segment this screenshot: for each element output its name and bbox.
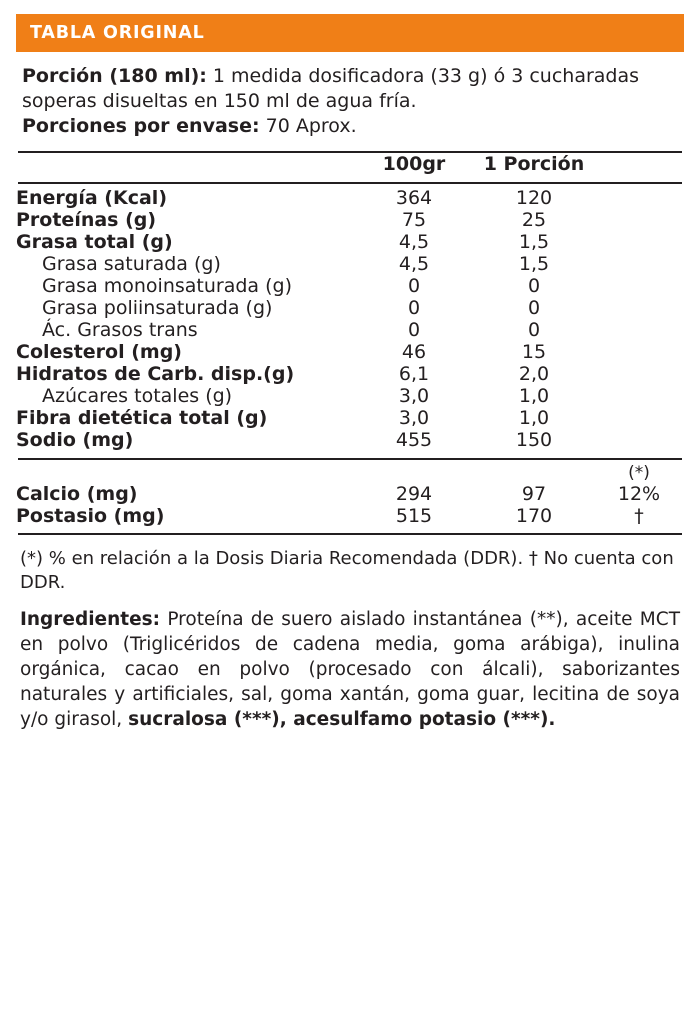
table-row bbox=[16, 429, 684, 451]
nutrient-per-portion: 1,5 bbox=[518, 253, 550, 276]
nutrient-per-portion: 25 bbox=[521, 209, 547, 232]
nutrient-ddr bbox=[594, 187, 684, 209]
ddr-asterisk-header: (*) bbox=[628, 463, 650, 484]
ddr-header-spacer-100 bbox=[354, 463, 474, 483]
column-header-per-portion: 1 Porción bbox=[483, 153, 585, 176]
table-row bbox=[16, 297, 684, 319]
nutrient-name: Grasa monoinsaturada (g) bbox=[42, 275, 292, 298]
portion-label: Porción (180 ml): bbox=[22, 65, 207, 87]
nutrient-per-100g: 4,5 bbox=[398, 231, 430, 254]
column-header-per-100g: 100gr bbox=[382, 153, 446, 176]
header-divider-row bbox=[16, 175, 684, 187]
nutrition-table-body bbox=[16, 175, 684, 527]
nutrient-name: Grasa poliinsaturada (g) bbox=[42, 297, 273, 320]
nutrient-name: Energía (Kcal) bbox=[16, 187, 167, 210]
nutrient-name: Grasa total (g) bbox=[16, 231, 173, 254]
nutrient-name: Azúcares totales (g) bbox=[42, 385, 233, 408]
table-row bbox=[16, 253, 684, 275]
nutrient-per-100g: 3,0 bbox=[398, 385, 430, 408]
nutrient-per-100g: 46 bbox=[401, 341, 427, 364]
ddr-header-spacer-portion bbox=[474, 463, 594, 483]
nutrient-per-100g: 0 bbox=[407, 297, 421, 320]
nutrient-per-100g: 515 bbox=[395, 505, 433, 528]
table-row bbox=[16, 483, 684, 505]
nutrient-per-portion: 1,0 bbox=[518, 407, 550, 430]
divider-header bbox=[18, 182, 682, 184]
nutrient-name: Ác. Grasos trans bbox=[42, 319, 198, 342]
table-row bbox=[16, 231, 684, 253]
column-header-ddr bbox=[594, 153, 684, 175]
ddr-footnote: (*) % en relación a la Dosis Diaria Recomendada (DDR). † No cuenta con DDR. bbox=[20, 548, 674, 593]
nutrient-per-100g: 6,1 bbox=[398, 363, 430, 386]
portion-value: 1 medida dosificadora (33 g) ó 3 cucharadas soperas disueltas en 150 ml de agua fría. bbox=[22, 65, 640, 113]
table-row bbox=[16, 209, 684, 231]
ingredients-block bbox=[16, 594, 684, 733]
nutrient-ddr bbox=[594, 429, 684, 451]
ingredients-label: Ingredientes: bbox=[20, 609, 161, 631]
column-header-nutrient bbox=[16, 153, 354, 175]
nutrient-ddr bbox=[594, 341, 684, 363]
page-title: TABLA ORIGINAL bbox=[30, 23, 205, 43]
nutrition-table-head bbox=[16, 153, 684, 175]
nutrient-per-portion: 15 bbox=[521, 341, 547, 364]
table-row bbox=[16, 275, 684, 297]
nutrient-ddr bbox=[594, 407, 684, 429]
table-row bbox=[16, 187, 684, 209]
table-header-row bbox=[16, 153, 684, 175]
per-container-line bbox=[22, 114, 678, 139]
nutrient-per-portion: 0 bbox=[527, 297, 541, 320]
nutrient-per-100g: 294 bbox=[395, 483, 433, 506]
nutrient-name: Sodio (mg) bbox=[16, 429, 134, 452]
nutrient-ddr: 12% bbox=[617, 483, 661, 506]
nutrient-name: Postasio (mg) bbox=[16, 505, 165, 528]
nutrient-per-100g: 455 bbox=[395, 429, 433, 452]
nutrient-name: Hidratos de Carb. disp.(g) bbox=[16, 363, 295, 386]
minerals-divider-row bbox=[16, 451, 684, 463]
table-row bbox=[16, 505, 684, 527]
minerals-divider-cell bbox=[16, 451, 684, 463]
nutrient-ddr bbox=[594, 253, 684, 275]
per-container-value: 70 Aprox. bbox=[265, 115, 357, 138]
nutrient-ddr bbox=[594, 275, 684, 297]
nutrient-per-100g: 4,5 bbox=[398, 253, 430, 276]
nutrient-name: Proteínas (g) bbox=[16, 209, 157, 232]
table-row bbox=[16, 385, 684, 407]
nutrient-ddr bbox=[594, 319, 684, 341]
nutrient-per-portion: 170 bbox=[515, 505, 553, 528]
nutrient-ddr bbox=[594, 209, 684, 231]
per-container-label: Porciones por envase: bbox=[22, 115, 260, 138]
nutrient-ddr bbox=[594, 231, 684, 253]
nutrient-per-portion: 150 bbox=[515, 429, 553, 452]
ddr-header-spacer bbox=[16, 463, 354, 483]
nutrient-name: Calcio (mg) bbox=[16, 483, 138, 506]
ddr-header-row bbox=[16, 463, 684, 483]
nutrition-table bbox=[16, 153, 684, 527]
nutrient-ddr bbox=[594, 385, 684, 407]
nutrient-per-100g: 75 bbox=[401, 209, 427, 232]
divider-minerals bbox=[18, 458, 682, 460]
table-row bbox=[16, 341, 684, 363]
nutrient-name: Fibra dietética total (g) bbox=[16, 407, 268, 430]
nutrient-per-portion: 2,0 bbox=[518, 363, 550, 386]
nutrient-per-100g: 0 bbox=[407, 319, 421, 342]
nutrient-per-portion: 0 bbox=[527, 319, 541, 342]
nutrient-per-portion: 120 bbox=[515, 187, 553, 210]
portion-line bbox=[22, 64, 678, 114]
ingredients-text: Proteína de suero aislado instantánea (**), aceite MCT en polvo (Triglicéridos de cadena media, goma arábiga), inulina orgánica, cacao en polvo (procesado con álcali), saborizantes naturales y artificiales, sal, goma xantán, goma guar, lecitina de soya y/o girasol, bbox=[20, 609, 680, 730]
nutrient-name: Grasa saturada (g) bbox=[42, 253, 221, 276]
nutrient-per-portion: 0 bbox=[527, 275, 541, 298]
table-row bbox=[16, 363, 684, 385]
table-row bbox=[16, 407, 684, 429]
table-header-bar bbox=[16, 14, 684, 52]
nutrient-per-portion: 1,0 bbox=[518, 385, 550, 408]
nutrient-ddr bbox=[594, 363, 684, 385]
nutrient-per-100g: 0 bbox=[407, 275, 421, 298]
nutrient-per-portion: 1,5 bbox=[518, 231, 550, 254]
nutrient-per-100g: 364 bbox=[395, 187, 433, 210]
nutrient-ddr: † bbox=[634, 505, 644, 528]
nutrient-per-100g: 3,0 bbox=[398, 407, 430, 430]
table-row bbox=[16, 319, 684, 341]
ingredients-sweeteners: sucralosa (***), acesulfamo potasio (***). bbox=[128, 708, 556, 730]
nutrient-name: Colesterol (mg) bbox=[16, 341, 182, 364]
nutrient-per-portion: 97 bbox=[521, 483, 547, 506]
header-divider-cell bbox=[16, 175, 684, 187]
serving-info bbox=[16, 52, 684, 145]
nutrient-ddr bbox=[594, 297, 684, 319]
